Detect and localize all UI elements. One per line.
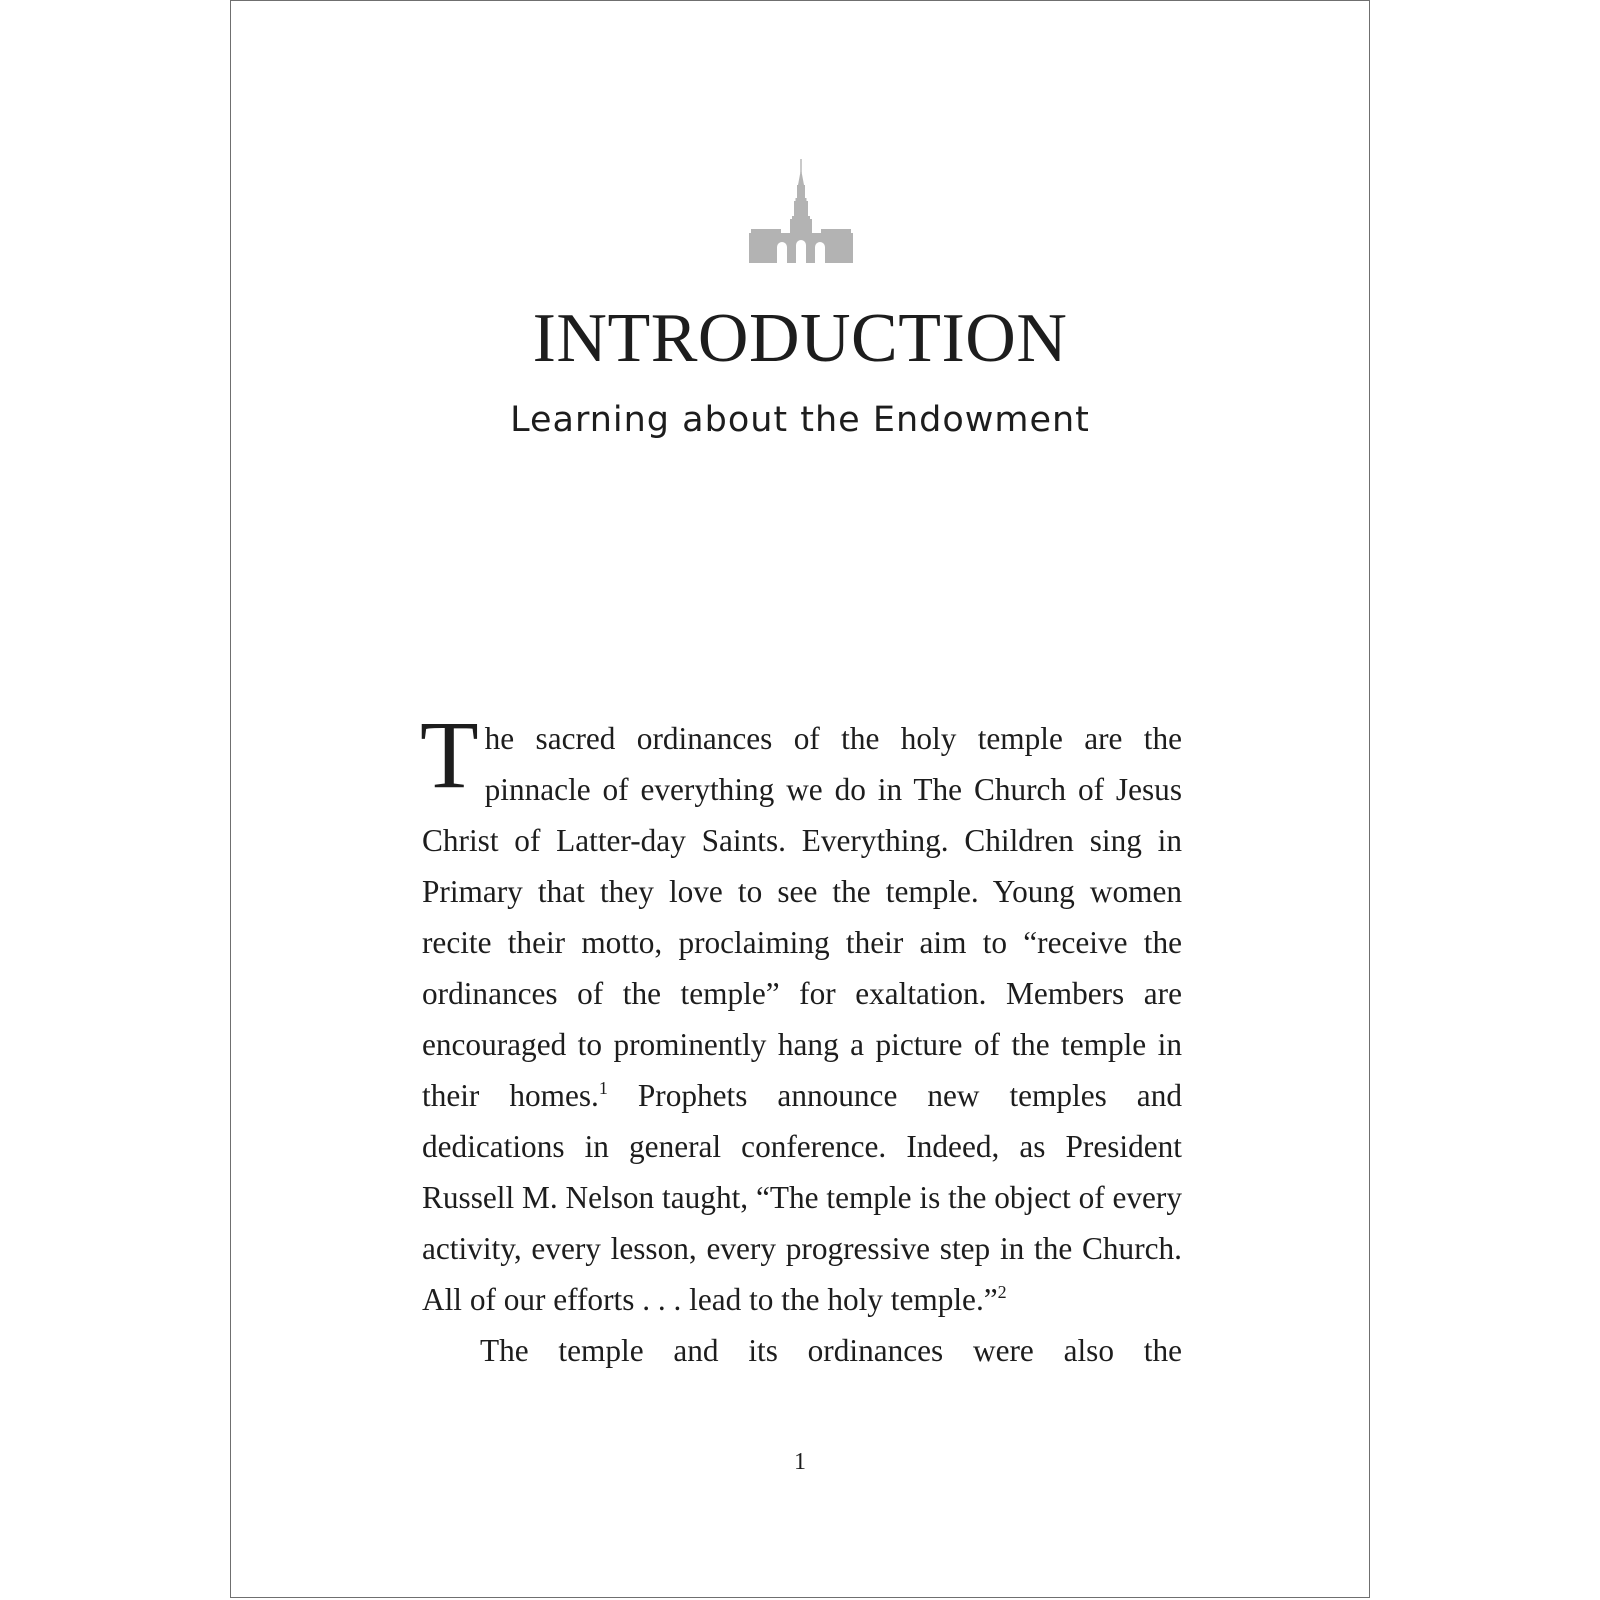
- temple-icon: [749, 159, 853, 263]
- footnote-marker-2: 2: [997, 1282, 1007, 1302]
- drop-cap: T: [420, 701, 479, 808]
- body-text: [420, 701, 1182, 1376]
- paragraph-1-text: he sacred ordinances of the holy temple are the pinnacle of everything we do in The Church of Jesus Christ of Latter-day Saints. Everything. Children sing in Primary that they love to see the temple. Young women recite their motto, proclaiming their aim to “receive the ordinances of the temple” for exaltation. Members are encouraged to prominently hang a picture of the temple in their homes.: [422, 721, 1182, 1113]
- paragraph-2: The temple and its ordinances were also the: [480, 1333, 1182, 1368]
- chapter-subtitle: Learning about the Endowment: [510, 400, 1090, 440]
- footnote-marker-1: 1: [598, 1078, 608, 1098]
- paragraph-1: [420, 701, 1182, 1325]
- page-number: 1: [794, 1449, 806, 1475]
- chapter-title: INTRODUCTION: [532, 300, 1068, 377]
- paragraph-1-text-continued: Prophets announce new temples and dedications in general conference. Indeed, as President Russell M. Nelson taught, “The temple is the object of every activity, every lesson, every progressive step in the Church. All of our efforts . . . lead to the holy temple.”: [422, 1078, 1182, 1317]
- book-page: [230, 0, 1370, 1598]
